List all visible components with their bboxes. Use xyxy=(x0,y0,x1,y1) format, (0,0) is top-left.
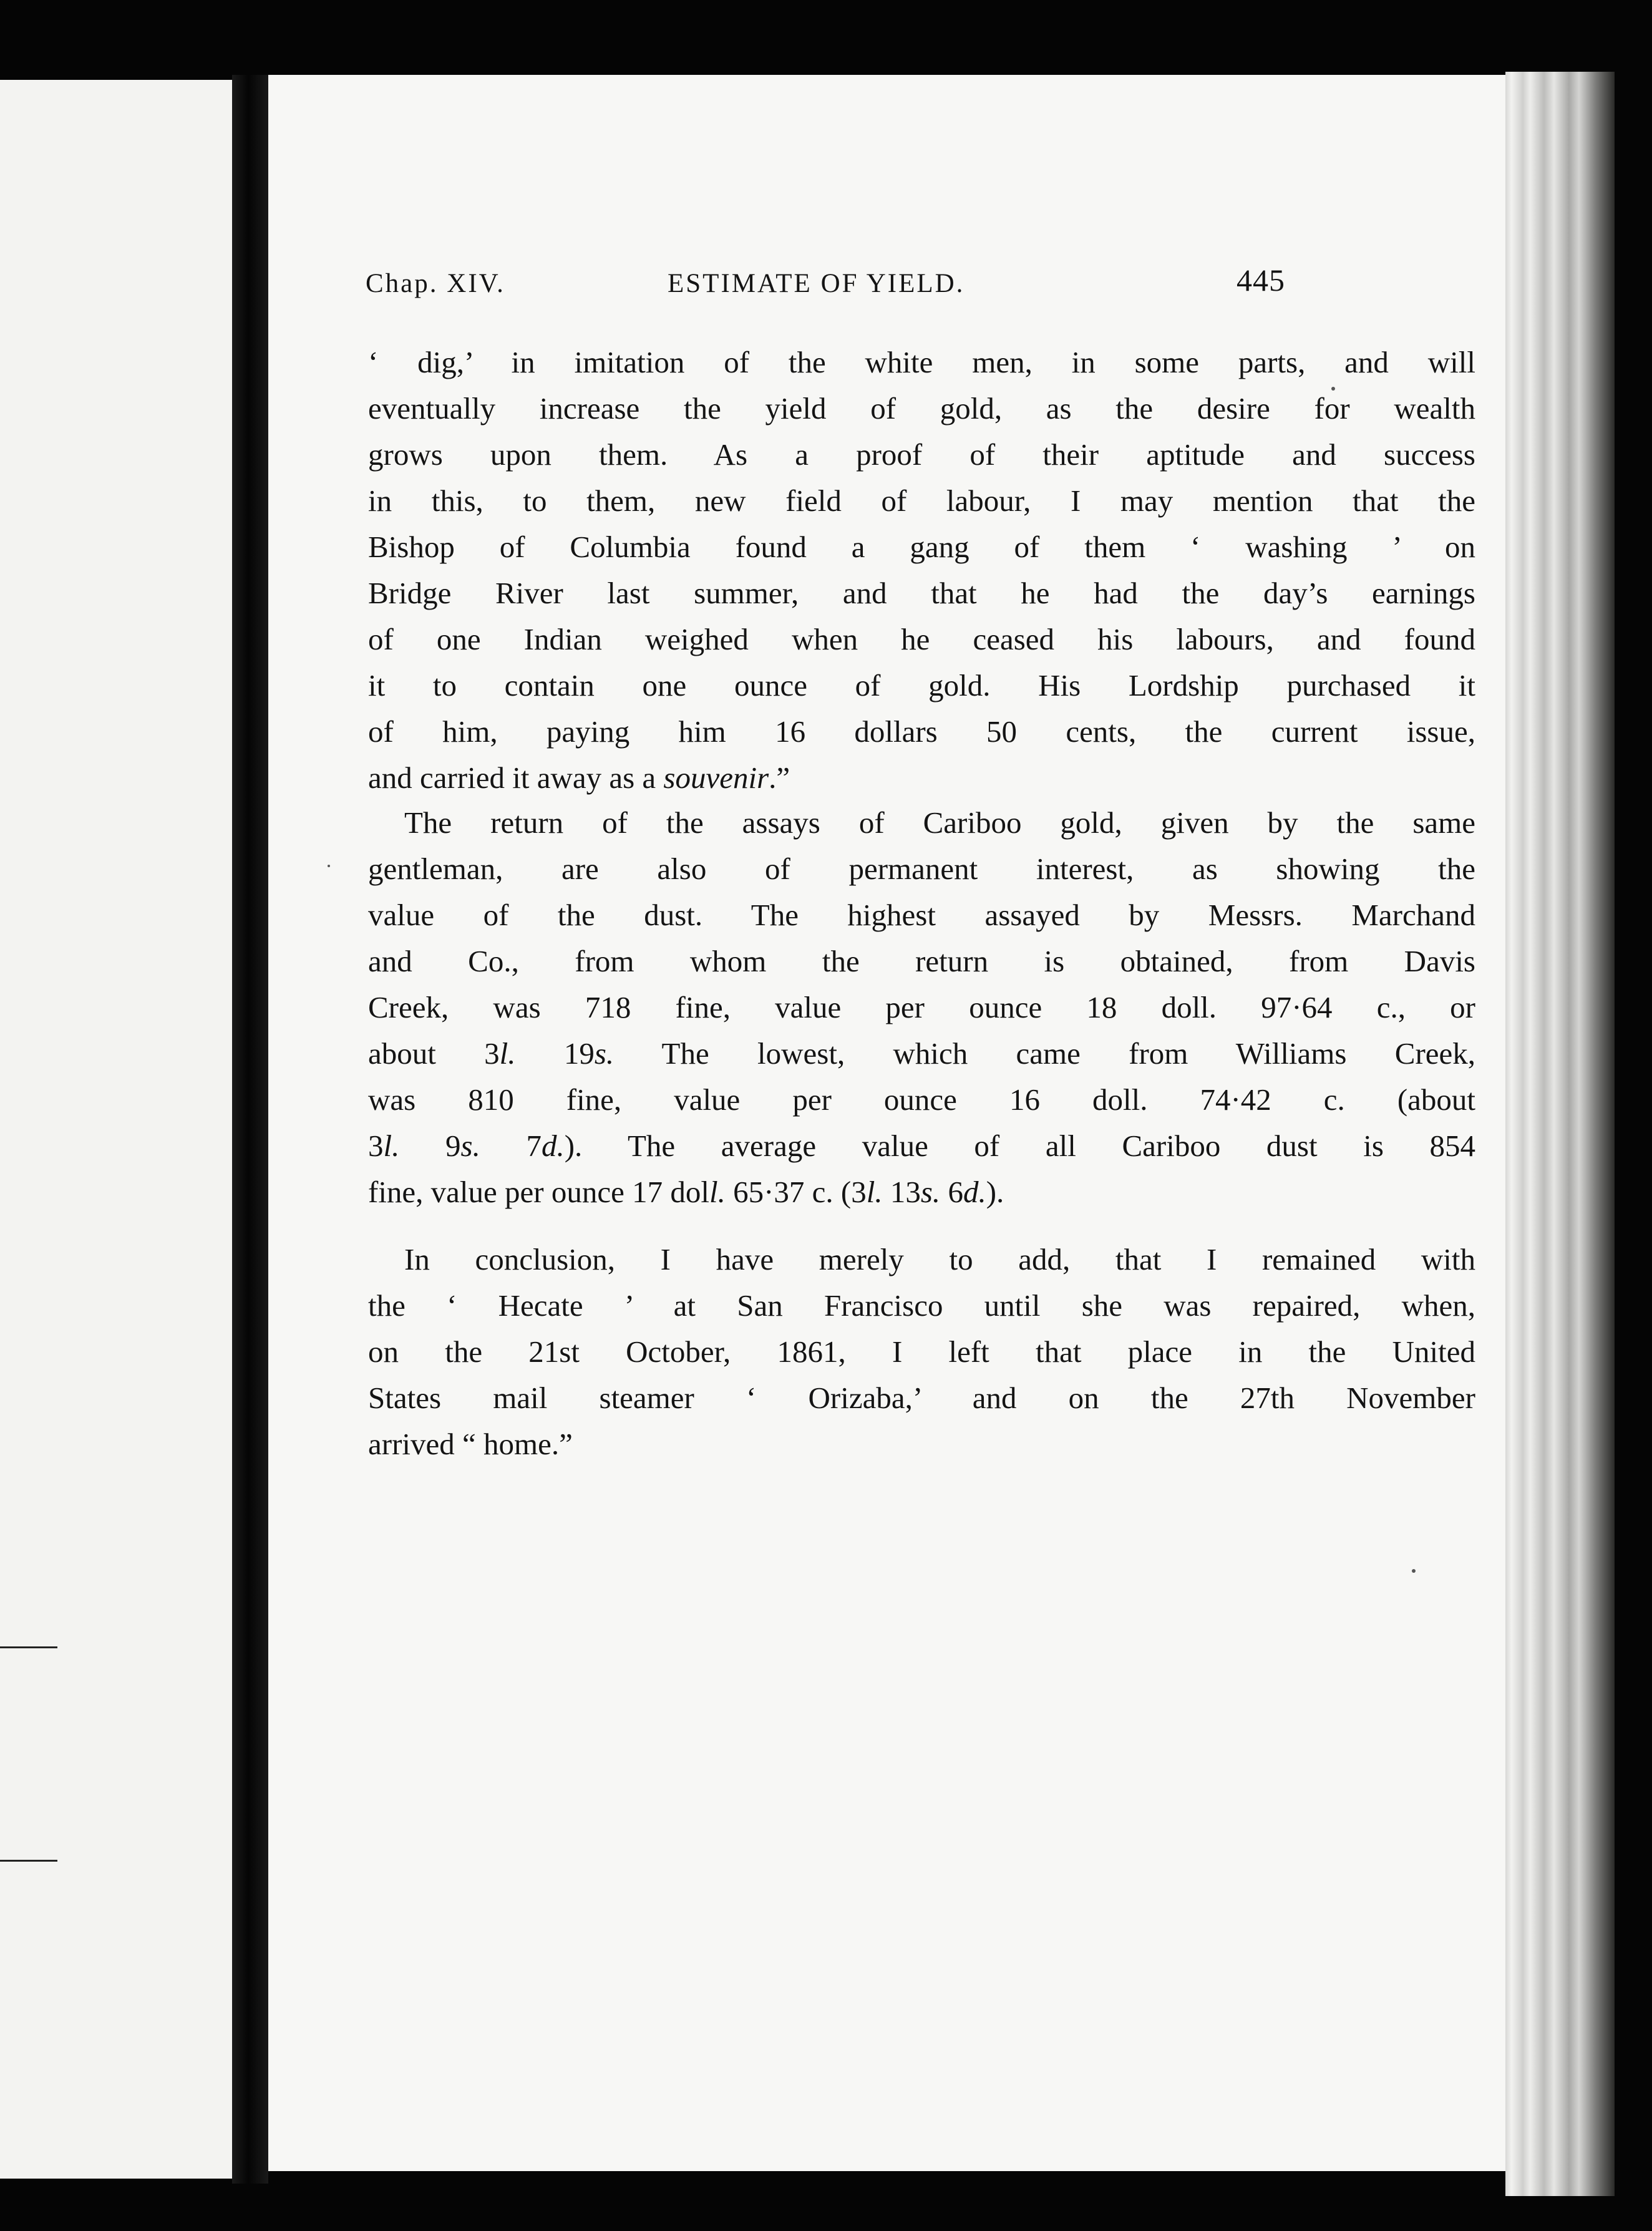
text-line: Creek, was 718 fine, value per ounce 18 doll. 97·64 c., or xyxy=(368,990,1475,1024)
text-line: The return of the assays of Cariboo gold, given by the same xyxy=(404,805,1475,840)
text-line: about 3l. 19s. The lowest, which came from Williams Creek, xyxy=(368,1036,1476,1071)
table-rule xyxy=(0,1646,57,1648)
text-line: and Co., from whom the return is obtained, from Davis xyxy=(368,944,1475,978)
text-line: of him, paying him 16 dollars 50 cents, the current issue, xyxy=(368,714,1475,749)
text-line: the ‘ Hecate ’ at San Francisco until she was repaired, when, xyxy=(368,1288,1475,1323)
left-page xyxy=(0,80,232,2179)
text-line: value of the dust. The highest assayed by Messrs. Marchand xyxy=(368,898,1475,932)
text-line: in this, to them, new field of labour, I may mention that the xyxy=(368,484,1475,518)
table-rule xyxy=(0,1860,57,1862)
text-line: In conclusion, I have merely to add, that I remained with xyxy=(404,1242,1475,1276)
text-line: States mail steamer ‘ Orizaba,’ and on the 27th November xyxy=(368,1381,1475,1415)
speck xyxy=(1331,387,1335,391)
text-line: and carried it away as a souvenir.” xyxy=(368,761,790,795)
running-head-title: ESTIMATE OF YIELD. xyxy=(668,269,965,298)
text-line: eventually increase the yield of gold, as the desire for wealth xyxy=(368,391,1475,425)
text-line: it to contain one ounce of gold. His Lordship purchased it xyxy=(368,668,1475,702)
text-line: ‘ dig,’ in imitation of the white men, in some parts, and will xyxy=(368,345,1475,379)
text-line: fine, value per ounce 17 doll. 65·37 c. (3l. 13s. 6d.). xyxy=(368,1175,1004,1209)
text-line: on the 21st October, 1861, I left that place in the United xyxy=(368,1334,1475,1369)
text-line: grows upon them. As a proof of their aptitude and success xyxy=(368,437,1475,472)
book-gutter xyxy=(232,75,268,2184)
page-edges xyxy=(1505,72,1615,2196)
text-line: was 810 fine, value per ounce 16 doll. 74·42 c. (about xyxy=(368,1082,1475,1117)
speck xyxy=(328,865,330,867)
text-line: Bishop of Columbia found a gang of them ‘ washing ’ on xyxy=(368,530,1475,564)
text-line: 3l. 9s. 7d.). The average value of all Cariboo dust is 854 xyxy=(368,1129,1476,1163)
speck xyxy=(1412,1569,1416,1573)
text-line: arrived “ home.” xyxy=(368,1427,573,1461)
text-line: gentleman, are also of permanent interest, as showing the xyxy=(368,852,1475,886)
text-line: Bridge River last summer, and that he had the day’s earnings xyxy=(368,576,1475,610)
text-line: of one Indian weighed when he ceased his labours, and found xyxy=(368,622,1475,656)
page-number: 445 xyxy=(1237,263,1285,298)
running-head-chapter: Chap. XIV. xyxy=(366,269,505,298)
right-page xyxy=(268,75,1505,2171)
